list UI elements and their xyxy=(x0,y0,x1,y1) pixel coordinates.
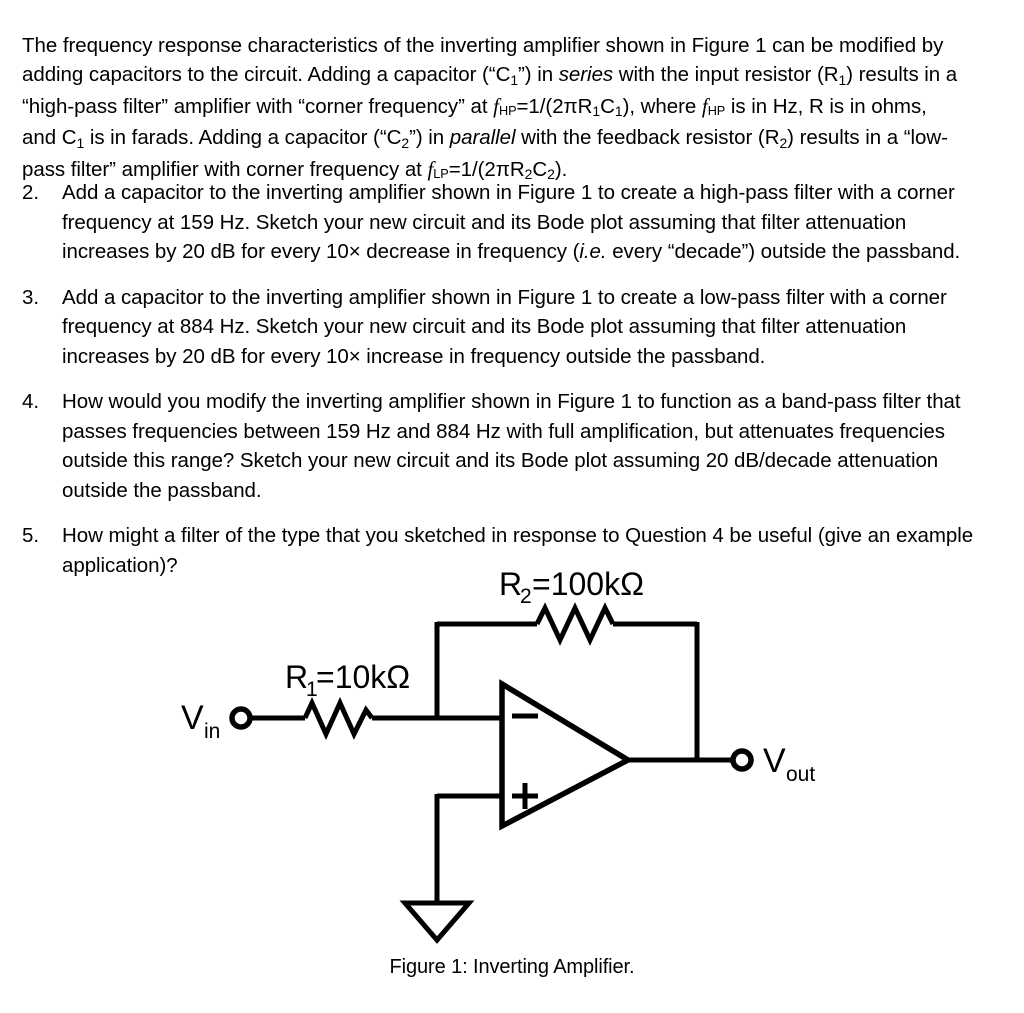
ground-symbol xyxy=(405,903,469,940)
question-text: How might a filter of the type that you sketched in response to Question 4 be useful (give an example application)? xyxy=(62,524,974,577)
svg-text:V: V xyxy=(763,742,786,780)
svg-text:in: in xyxy=(204,720,221,743)
svg-text:V: V xyxy=(181,699,204,737)
vout-terminal xyxy=(733,751,751,769)
question-text: Add a capacitor to the inverting amplifier shown in Figure 1 to create a high-pass filter with a corner frequency at 159 Hz. Sketch your new circuit and its Bode plot assuming that filter attenuation increases by 20 dB for every 10× decrease in frequency (i.e. every “decade”) outside the passband. xyxy=(62,181,961,263)
figure-caption: Figure 1: Inverting Amplifier. xyxy=(389,956,635,978)
output-branch xyxy=(626,751,751,769)
svg-text:R: R xyxy=(285,659,309,695)
question-number: 2. xyxy=(22,181,39,204)
svg-text:=100kΩ: =100kΩ xyxy=(532,566,644,602)
input-branch xyxy=(232,703,502,734)
question-text: How would you modify the inverting amplifier shown in Figure 1 to function as a band-pass filter that passes frequencies between 159 Hz and 884 Hz with full amplification, but attenuates frequencies outside this range? Sketch your new circuit and its Bode plot assuming 20 dB/decade attenuation outside the passband. xyxy=(62,390,961,502)
feedback-resistor-label xyxy=(499,566,644,608)
intro-paragraph: The frequency response characteristics of the inverting amplifier shown in Figure 1 can be modified by adding capacitors to the circuit. Adding a capacitor $(“C_1”)$ in series with the input resistor $(R_1)$ results in a “high-pass filter” amplifier with “corner frequency” at $fHP=1/(2\pi R_1C_1)$, where fHP is in Hz, R is in ohms, and $C_1$ is in farads. Adding a capacitor $(“C_2”)$ in parallel with the feedback resistor $(R_2)$ results in a “low-pass filter” amplifier with corner frequency at $fLP=1/(2\pi R_2C_2)$. xyxy=(22,33,958,183)
svg-text:out: out xyxy=(786,763,816,786)
question-list xyxy=(22,178,974,596)
ground-branch xyxy=(405,794,502,940)
circuit-diagram xyxy=(0,548,1024,968)
question-number: 3. xyxy=(22,285,39,309)
svg-text:=10kΩ: =10kΩ xyxy=(316,659,411,695)
input-resistor-label xyxy=(285,659,410,701)
question-item xyxy=(22,283,974,372)
svg-text:R: R xyxy=(499,566,523,602)
question-number: 4. xyxy=(22,390,39,413)
figure-1 xyxy=(0,548,1024,1013)
input-resistor-symbol xyxy=(305,703,372,734)
question-number: 5. xyxy=(22,524,39,547)
op-amp-symbol xyxy=(502,684,628,826)
svg-text:1: 1 xyxy=(306,678,318,701)
question-item xyxy=(22,178,974,267)
vout-label xyxy=(763,742,815,786)
question-item xyxy=(22,387,974,505)
question-text: Add a capacitor to the inverting amplifier shown in Figure 1 to create a low-pass filter with a corner frequency at 884 Hz. Sketch your new circuit and its Bode plot assuming that filter attenuation increases by 20 dB for every 10× increase in frequency outside the passband. xyxy=(62,285,947,368)
vin-label xyxy=(181,699,220,743)
feedback-resistor-symbol xyxy=(537,608,613,640)
svg-text:2: 2 xyxy=(520,585,532,608)
vin-terminal xyxy=(232,709,250,727)
